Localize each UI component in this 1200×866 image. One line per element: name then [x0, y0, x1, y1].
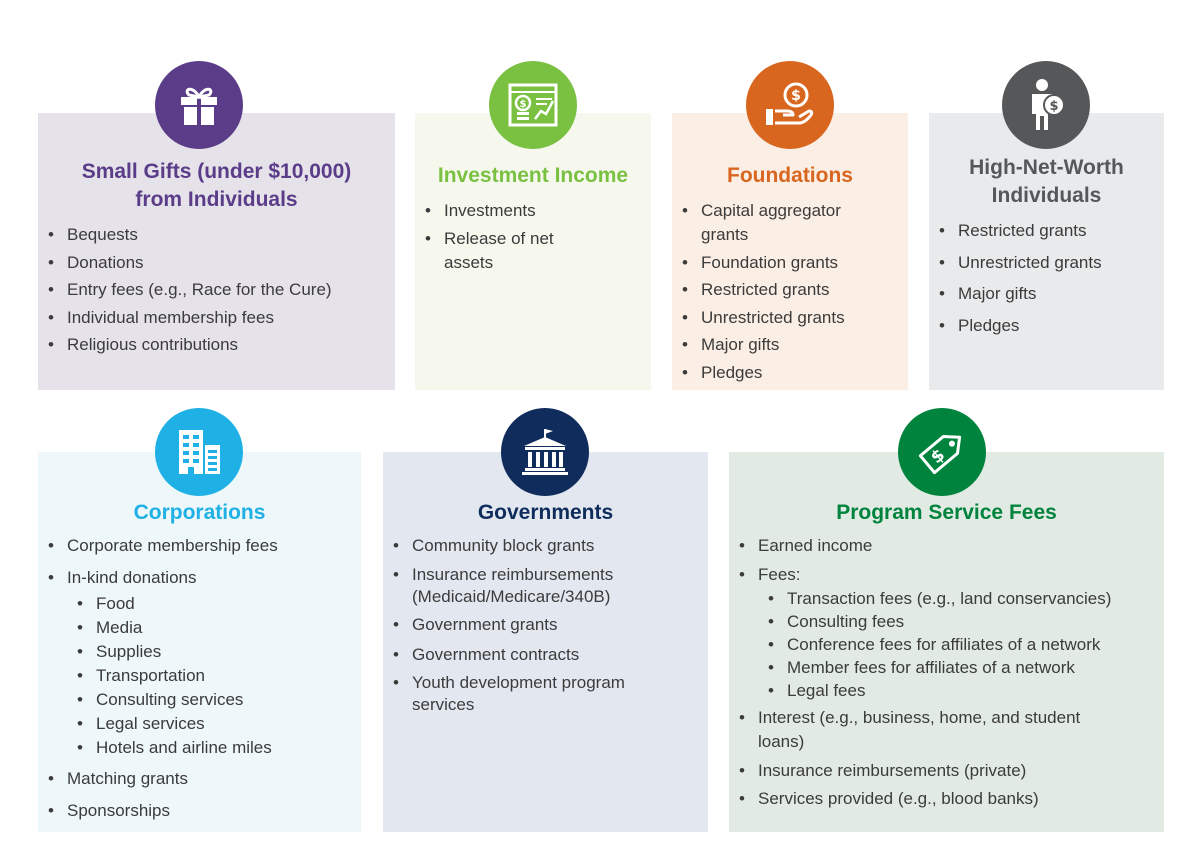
list-item: • Services provided (e.g., blood banks)	[729, 787, 1111, 811]
sub-list-item: • Transportation	[67, 664, 278, 688]
list-item: • Major gifts	[672, 333, 845, 357]
small-gifts-title: Small Gifts (under $10,000) from Individuals	[81, 160, 352, 211]
sub-list-item: • Transaction fees (e.g., land conservancies)	[758, 587, 1111, 610]
gift-icon	[155, 61, 243, 149]
svg-text:$: $	[1049, 99, 1059, 114]
list-item: • Restricted grants	[929, 219, 1102, 243]
sub-list-item: • Consulting fees	[758, 610, 1111, 633]
list-item: • Sponsorships	[38, 799, 278, 823]
small-gifts-card	[38, 113, 395, 390]
buildings-icon	[155, 408, 243, 496]
list-item: grants	[701, 225, 749, 244]
hnw-card	[929, 113, 1164, 390]
list-item: • Investments	[415, 199, 554, 223]
corporations-title: Corporations	[133, 501, 266, 524]
sub-list-item: • Hotels and airline miles	[67, 736, 278, 760]
in-kind-sublist	[67, 592, 278, 760]
program-service-fees-title: Program Service Fees	[836, 501, 1057, 524]
sub-list-item: • Member fees for affiliates of a network	[758, 656, 1111, 679]
foundations-list	[672, 199, 845, 385]
governments-card	[383, 452, 708, 832]
sub-list-item: • Consulting services	[67, 688, 278, 712]
list-item: • Pledges	[929, 314, 1102, 338]
list-item: • Entry fees (e.g., Race for the Cure)	[38, 278, 332, 302]
program-fees-list	[729, 534, 1111, 811]
list-item: • Interest (e.g., business, home, and student	[729, 706, 1111, 730]
list-item: • Restricted grants	[672, 278, 845, 302]
list-item: (Medicaid/Medicare/340B)	[412, 586, 611, 606]
list-item: loans)	[758, 732, 805, 751]
governments-title: Governments	[477, 501, 614, 524]
list-item: • Major gifts	[929, 282, 1102, 306]
list-item: • Capital aggregator	[672, 199, 845, 223]
list-item: • Matching grants	[38, 767, 278, 791]
svg-text:$: $	[791, 88, 801, 104]
investment-income-title: Investment Income	[437, 164, 629, 187]
investment-chart-icon	[489, 61, 577, 149]
list-item: • Foundation grants	[672, 251, 845, 275]
foundations-title: Foundations	[727, 164, 853, 187]
list-item: • Government contracts	[383, 643, 625, 667]
sub-list-item: • Conference fees for affiliates of a network	[758, 633, 1111, 656]
list-item: • Unrestricted grants	[929, 251, 1102, 275]
sub-list-item: • Legal fees	[758, 679, 1111, 702]
list-item: • Unrestricted grants	[672, 306, 845, 330]
list-item: • Insurance reimbursements (private)	[729, 759, 1111, 783]
list-item: • Fees: • Transaction fees (e.g., land conservancies) • Consulting fees • Conference fees for affiliates of a network • Member fees for affiliates of a network • Legal fees	[729, 563, 1111, 702]
list-item: • Insurance reimbursements	[383, 564, 625, 586]
corporations-card	[38, 452, 361, 832]
sub-list-item: • Media	[67, 616, 278, 640]
investment-list	[415, 199, 554, 275]
price-tag-icon	[898, 408, 986, 496]
fees-sublist	[758, 587, 1111, 702]
list-item: • Corporate membership fees	[38, 534, 278, 558]
list-item: • Community block grants	[383, 534, 625, 558]
list-item: • Government grants	[383, 613, 625, 637]
sub-list-item: • Legal services	[67, 712, 278, 736]
list-item: • Release of net	[415, 227, 554, 251]
hnw-list	[929, 219, 1102, 338]
list-item: • Earned income	[729, 534, 1111, 558]
sub-list-item: • Food	[67, 592, 278, 616]
list-item: • Religious contributions	[38, 333, 332, 357]
small-gifts-list	[38, 223, 332, 357]
person-dollar-icon	[1002, 61, 1090, 149]
list-item: • In-kind donations • Food • Media • Supplies • Transportation • Consulting services • Legal services • Hotels and airline miles	[38, 566, 278, 760]
list-item: • Youth development program	[383, 672, 625, 694]
program-service-fees-card	[729, 452, 1164, 832]
list-item: assets	[444, 252, 494, 272]
hnw-title: High-Net-Worth Individuals	[969, 156, 1124, 207]
list-item: • Pledges	[672, 361, 845, 385]
list-item: • Individual membership fees	[38, 306, 332, 330]
svg-text:$: $	[519, 99, 527, 110]
list-item: services	[412, 695, 475, 714]
government-building-icon	[501, 408, 589, 496]
list-item: • Bequests	[38, 223, 332, 247]
hand-coin-icon	[746, 61, 834, 149]
investment-income-card	[415, 113, 651, 390]
foundations-card	[672, 113, 908, 390]
corporations-list	[38, 534, 278, 823]
sub-list-item: • Supplies	[67, 640, 278, 664]
list-item: • Donations	[38, 251, 332, 275]
governments-list	[383, 534, 625, 716]
svg-text:$: $	[927, 445, 950, 469]
